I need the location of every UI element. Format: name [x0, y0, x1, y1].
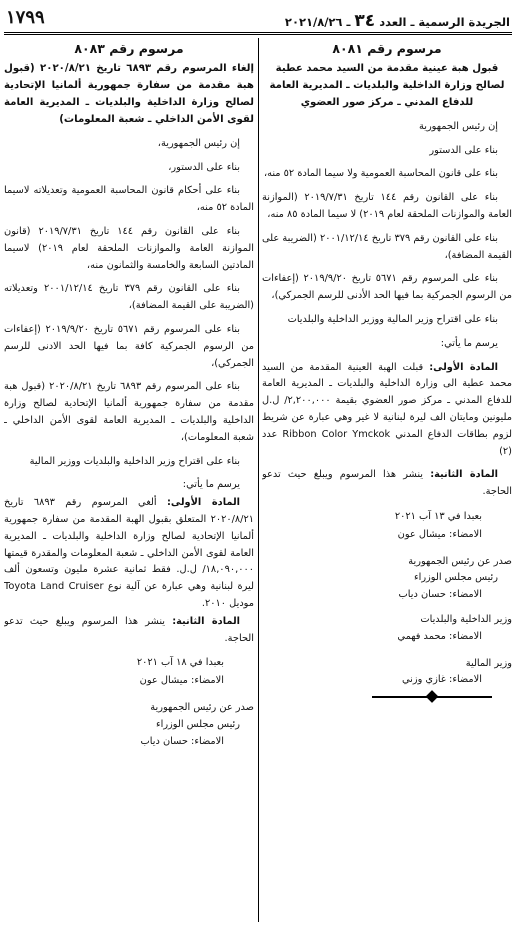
article-1-heading: المادة الأولى: — [167, 497, 240, 509]
preamble-proposal: بناء على اقتراح وزير الداخلية والبلديات ووزير المالية — [29, 455, 240, 467]
page-header — [4, 6, 512, 32]
article-1 — [4, 495, 254, 613]
preamble-constitution: بناء على الدستور — [429, 144, 498, 156]
article-2 — [262, 467, 512, 501]
preamble-decree-5671: بناء على المرسوم رقم ٥٦٧١ تاريخ ٢٠١٩/٩/٢٠ (إعفاءات من الرسوم الجمركية بما فيها الحد الأدنى للرسم الجمركي)، — [262, 273, 512, 302]
decree-formula: يرسم ما يأتي: — [182, 479, 240, 491]
article-1-text: ألغي المرسوم رقم ٦٨٩٣ تاريخ ٢٠٢٠/٨/٢١ المتعلق بقبول الهبة المقدمة من سفارة جمهورية ألمانيا الإتحادية لصالح وزارة الداخلية والبلديات ـ المديرية العامة لقوى الأمن الداخلي ـ شعبة المعلومات والمقدرة قيمتها ١٨,٠٩٠,٠٠٠/ ل.ل. فقط ثمانية عشرة مليون وتسعون ألف ليرة لبنانية وهي عبارة عن آلية نوع Toyota Land Cruiser موديل ٢٠١٠. — [4, 497, 254, 609]
article-2 — [4, 614, 254, 648]
article-2-heading: المادة الثانية: — [430, 469, 498, 481]
finance-minister-title: وزير المالية — [465, 657, 512, 669]
decree-8081-column — [262, 38, 512, 924]
article-1-heading: المادة الأولى: — [429, 361, 498, 373]
article-2-text: ينشر هذا المرسوم ويبلغ حيث تدعو الحاجة. — [262, 469, 512, 498]
prime-minister-title: رئيس مجلس الوزراء — [156, 718, 240, 730]
signature-president: الامضاء: ميشال عون — [139, 675, 224, 687]
decree-formula: يرسم ما يأتي: — [440, 337, 498, 349]
signature-finance-minister: الامضاء: غازي وزني — [401, 674, 482, 686]
issue-number: ٣٤ — [354, 11, 376, 31]
decree-title: مرسوم رقم ٨٠٨٣ — [74, 41, 184, 56]
issue-date: ـ ٢٠٢١/٨/٢٦ — [284, 15, 351, 29]
end-ornament — [372, 691, 492, 703]
signature-president: الامضاء: ميشال عون — [397, 528, 482, 540]
column-divider — [258, 38, 259, 922]
signature-interior-minister: الامضاء: محمد فهمي — [397, 630, 482, 642]
article-2-heading: المادة الثانية: — [172, 615, 240, 627]
preamble-law-144: بناء على القانون رقم ١٤٤ تاريخ ٢٠١٩/٧/٣١ (قانون الموازنة العامة والموازنات الملحقة لعام ٢٠١٩) لاسيما المادتين السابعة والخامسة والثمانون منه، — [4, 225, 254, 271]
header-divider — [4, 32, 512, 35]
issued-by: صدر عن رئيس الجمهورية — [150, 701, 254, 713]
preamble-decree-6893: بناء على المرسوم رقم ٦٨٩٣ تاريخ ٢٠٢٠/٨/٢١ (قبول هبة مقدمة من سفارة جمهورية ألمانيا الإتحادية لصالح وزارة الداخلية والبلديات ـ المديرية العامة لقوى الأمن الداخلي ـ شعبة المعلومات)، — [4, 381, 254, 443]
preamble-law-144: بناء على القانون رقم ١٤٤ تاريخ ٢٠١٩/٧/٣١ (الموازنة العامة والموازنات الملحقة لعام ٢٠١٩) لا سيما المادة ٨٥ منه، — [262, 192, 512, 220]
page-number: ١٧٩٩ — [6, 7, 45, 28]
publication-info — [285, 11, 510, 31]
prime-minister-title: رئيس مجلس الوزراء — [414, 572, 498, 584]
signature-prime-minister: الامضاء: حسان دياب — [140, 735, 224, 747]
decree-date: بعبدا في ١٣ آب ٢٠٢١ — [394, 510, 482, 522]
publication-name: الجريدة الرسمية ـ العدد — [379, 15, 510, 29]
decree-title: مرسوم رقم ٨٠٨١ — [332, 41, 442, 56]
article-1 — [262, 360, 512, 461]
interior-minister-title: وزير الداخلية والبلديات — [420, 613, 512, 625]
preamble-president: إن رئيس الجمهورية، — [157, 137, 240, 149]
article-2-text: ينشر هذا المرسوم ويبلغ حيث تدعو الحاجة. — [4, 615, 254, 644]
decree-8083-column — [4, 38, 254, 924]
decree-subject: إلغاء المرسوم رقم ٦٨٩٣ تاريخ ٢٠٢٠/٨/٢١ (قبول هبة مقدمة من سفارة جمهورية ألمانيا الإتحادية لصالح وزارة الداخلية والبلديات ـ المديرية العامة لقوى الأمن الداخلي ـ شعبة المعلومات) — [4, 62, 254, 125]
decree-subject: قبول هبة عينية مقدمة من السيد محمد عطية لصالح وزارة الداخلية والبلديات ـ المديرية العامة للدفاع المدني ـ مركز صور العضوي — [269, 62, 505, 108]
preamble-accounting-law: بناء على أحكام قانون المحاسبة العمومية وتعديلاته لاسيما المادة ٥٢ منه، — [4, 185, 254, 214]
article-1-text: قبلت الهبة العينية المقدمة من السيد محمد عطية الى وزارة الداخلية والبلديات ـ المديرية العامة للدفاع المدني ـ مركز صور العضوي بقيمة ٢,٢٠٠,٠٠٠/ ل.ل مليونين ومايتان الف ليرة لبنانية لا غير وهي عبارة عن شريط لزوم بطاقات الدفاع المدني Ribbon Color Ymckok عدد (٢) — [262, 361, 512, 457]
preamble-law-379: بناء على القانون رقم ٣٧٩ تاريخ ٢٠٠١/١٢/١٤ (الضريبة على القيمة المضافة)، — [262, 232, 512, 261]
issued-by: صدر عن رئيس الجمهورية — [408, 555, 512, 567]
preamble-president: إن رئيس الجمهورية — [418, 120, 498, 132]
preamble-constitution: بناء على الدستور، — [168, 161, 240, 173]
preamble-accounting-law: بناء على قانون المحاسبة العمومية ولا سيما المادة ٥٢ منه، — [263, 168, 498, 180]
preamble-law-379: بناء على القانون رقم ٣٧٩ تاريخ ٢٠٠١/١٢/١٤ وتعديلاته (الضريبة على القيمة المضافة)، — [4, 283, 254, 312]
decree-date: بعبدا في ١٨ آب ٢٠٢١ — [136, 657, 224, 669]
signature-prime-minister: الامضاء: حسان دياب — [398, 589, 482, 601]
preamble-decree-5671: بناء على المرسوم رقم ٥٦٧١ تاريخ ٢٠١٩/٩/٢٠ (إعفاءات من الرسوم الجمركية كافة بما فيها الحد الادنى للرسم الجمركي)، — [4, 323, 254, 369]
preamble-proposal: بناء على اقتراح وزير المالية ووزير الداخلية والبلديات — [287, 313, 498, 325]
